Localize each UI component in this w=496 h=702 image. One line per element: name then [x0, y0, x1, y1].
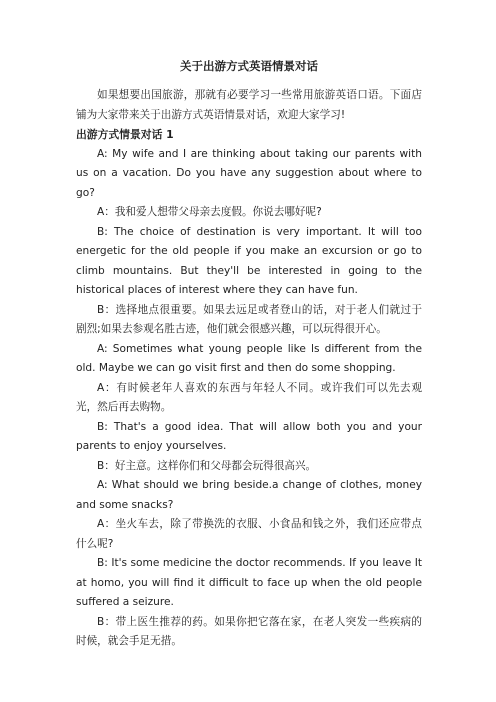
dialogue-line: B: It's some medicine the doctor recommends. If you leave It at homo, you will find it difficult to face up when the old people suffered a seizure. [76, 557, 422, 608]
dialogue-line: B：好主意。这样你们和父母都会玩得很高兴。 [97, 459, 317, 472]
dialogue-line: A：坐火车去，除了带换洗的衣服、小食品和钱之外，我们还应带点什么呢? [76, 518, 422, 550]
dialogue-line: A: Sometimes what young people like ls different from the old. Maybe we can go visit first and then do some shopping. [76, 342, 422, 374]
document-page [76, 58, 422, 652]
dialogue-line: B: That's a good idea. That will allow both you and your parents to enjoy yourselves. [76, 420, 422, 452]
intro-paragraph: 如果想要出国旅游，那就有必要学习一些常用旅游英语口语。下面店铺为大家带来关于出游方式英语情景对话，欢迎大家学习! [76, 89, 422, 121]
section-heading: 出游方式情景对话 1 [76, 128, 174, 141]
dialogue-line: A: What should we bring beside.a change of clothes, money and some snacks? [76, 479, 422, 511]
document-title: 关于出游方式英语情景对话 [180, 59, 318, 73]
dialogue-line: A：有时候老年人喜欢的东西与年轻人不同。或许我们可以先去观光，然后再去购物。 [76, 381, 422, 413]
dialogue-line: A: My wife and I are thinking about taking our parents with us on a vacation. Do you have any suggestion about where to go? [76, 147, 422, 199]
dialogue-line: A：我和爱人想带父母亲去度假。你说去哪好呢? [97, 206, 322, 218]
dialogue-line: B：带上医生推荐的药。如果你把它落在家，在老人突发一些疾病的时候，就会手足无措。 [76, 615, 422, 647]
dialogue-line: B：选择地点很重要。如果去远足或者登山的话，对于老人们就过于剧烈;如果去参观名胜古迹，他们就会很感兴趣，可以玩得很开心。 [76, 303, 422, 335]
dialogue-line: B: The choice of destination is very important. It will too energetic for the old people if you make an excursion or go to climb mountains. But they'll be interested in going to the historical places of interest where they can have fun. [76, 225, 422, 296]
